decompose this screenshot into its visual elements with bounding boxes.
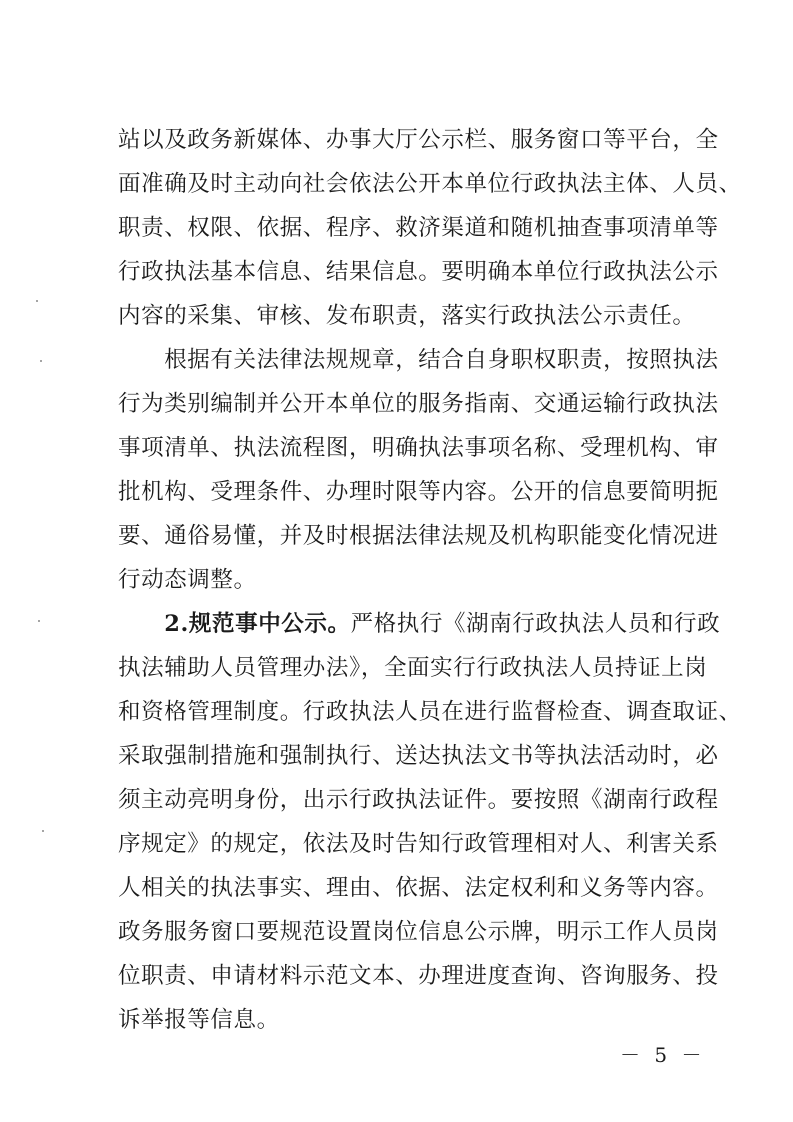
body-line-19: 政务服务窗口要规范设置岗位信息公示牌，明示工作人员岗 (118, 919, 719, 945)
body-line-9: 批机构、受理条件、办理时限等内容。公开的信息要简明扼 (118, 479, 719, 505)
scan-speck (42, 830, 44, 832)
body-line-18: 人相关的执法事实、理由、依据、法定权利和义务等内容。 (118, 875, 719, 901)
body-line-17: 序规定》的规定，依法及时告知行政管理相对人、利害关系 (118, 831, 719, 857)
scan-speck (36, 300, 38, 302)
body-line-1: 站以及政务新媒体、办事大厅公示栏、服务窗口等平台，全 (118, 127, 719, 153)
section-heading-rest: 严格执行《湖南行政执法人员和行政 (350, 611, 721, 637)
body-line-11: 行动态调整。 (118, 567, 257, 593)
body-line-20: 位职责、申请材料示范文本、办理进度查询、咨询服务、投 (118, 963, 719, 989)
body-line-15: 采取强制措施和强制执行、送达执法文书等执法活动时，必 (118, 743, 719, 769)
body-line-14: 和资格管理制度。行政执法人员在进行监督检查、调查取证、 (118, 699, 742, 725)
body-line-10: 要、通俗易懂，并及时根据法律法规及机构职能变化情况进 (118, 523, 719, 549)
scan-speck (40, 360, 42, 362)
body-line-2: 面准确及时主动向社会依法公开本单位行政执法主体、人员、 (118, 171, 742, 197)
body-line-6: 根据有关法律法规规章，结合自身职权职责，按照执法 (118, 347, 719, 373)
body-line-21: 诉举报等信息。 (118, 1007, 280, 1033)
section-heading-indent (118, 611, 164, 637)
body-line-7: 行为类别编制并公开本单位的服务指南、交通运输行政执法 (118, 391, 719, 417)
page-number: － 5 － (620, 1043, 706, 1067)
body-line-13: 执法辅助人员管理办法》，全面实行行政执法人员持证上岗 (118, 655, 708, 681)
body-line-3: 职责、权限、依据、程序、救济渠道和随机抽查事项清单等 (118, 215, 719, 241)
section-heading-line (118, 602, 720, 646)
body-line-5: 内容的采集、审核、发布职责，落实行政执法公示责任。 (118, 303, 696, 329)
scan-speck (38, 620, 40, 622)
body-line-16: 须主动亮明身份，出示行政执法证件。要按照《湖南行政程 (118, 787, 719, 813)
body-line-4: 行政执法基本信息、结果信息。要明确本单位行政执法公示 (118, 259, 719, 285)
body-line-8: 事项清单、执法流程图，明确执法事项名称、受理机构、审 (118, 435, 719, 461)
section-heading-lead: 2.规范事中公示。 (164, 611, 351, 637)
